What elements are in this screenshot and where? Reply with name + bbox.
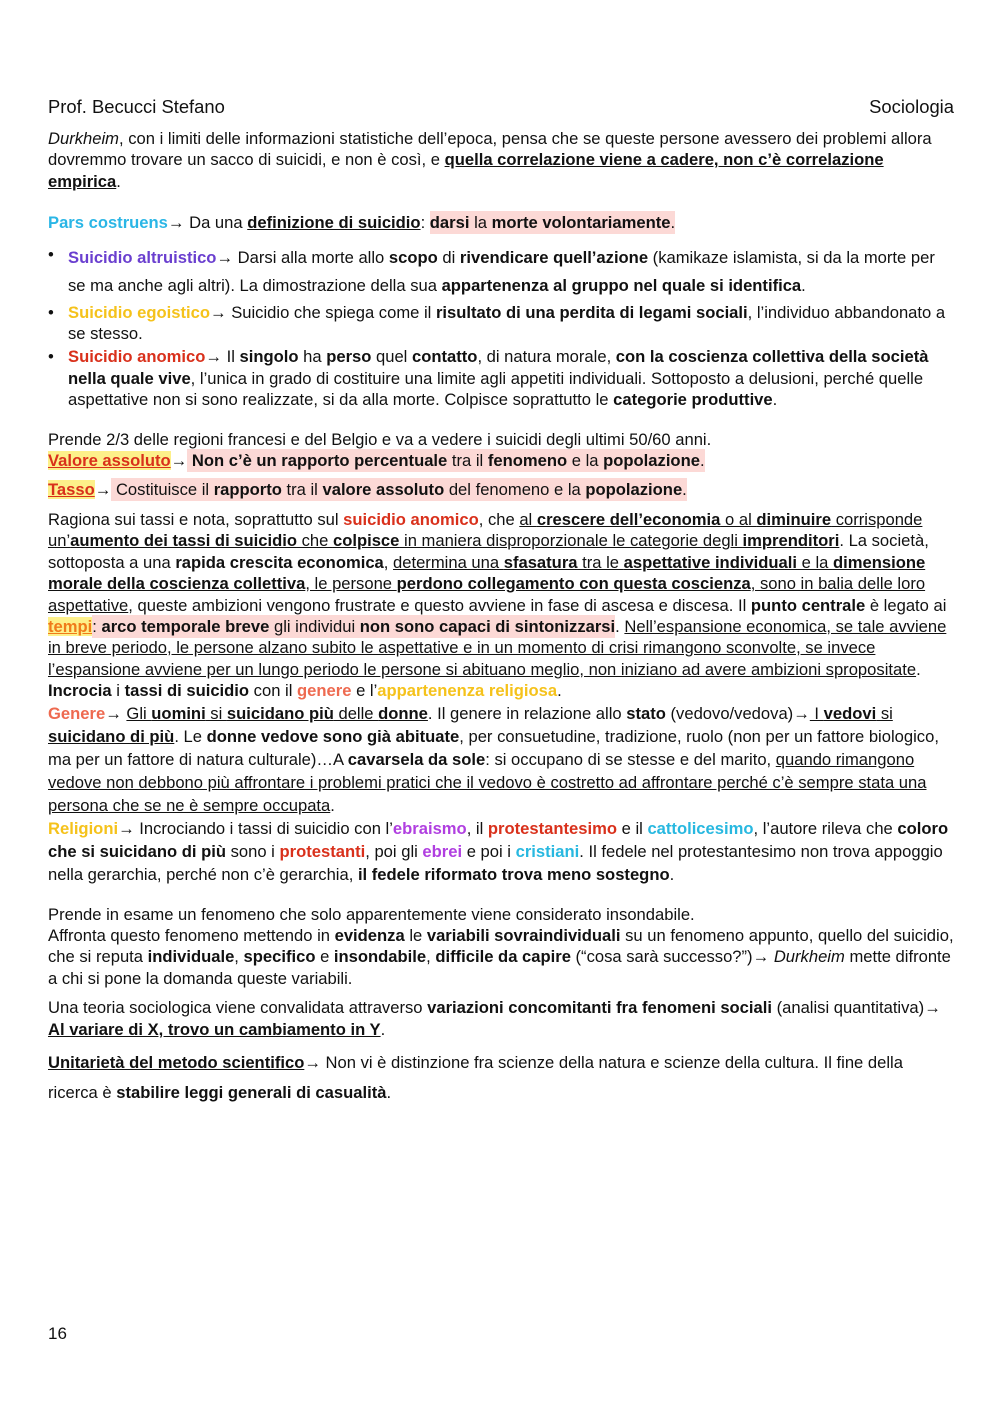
arrow-icon: → [118,818,135,838]
suicide-types-list [48,244,954,411]
label-suicidio-egoistico: Suicidio egoistico [68,302,210,322]
list-item-anomico: • Suicidio anomico→ Il singolo ha perso quel contatto, di natura morale, con la coscienza collettiva della società nella quale vive, l’unica in grado di costituire una limite agli appetiti individuali. Sottoposto a delusioni, perché quelle aspettative non si sono realizzate, si da alla morte. Colpisce soprattutto le categorie produttive. [48,346,954,410]
arrow-icon: → [170,451,188,471]
paragraph-tasso: Tasso→ Costituisce il rapporto tra il valore assoluto del fenomeno e la popolazione. [48,480,687,500]
list-item-egoistico: • Suicidio egoistico→ Suicidio che spiega come il risultato di una perdita di legami sociali, l’individuo abbandonato a se stesso. [48,302,954,345]
paragraph-teoria: Una teoria sociologica viene convalidata attraverso variazioni concomitanti fra fenomeni sociali (analisi quantitativa)→ Al variare di X, trovo un cambiamento in Y. [48,998,941,1039]
arrow-icon: → [752,947,770,967]
paragraph-ragiona: Ragiona sui tassi e nota, soprattutto sul suicidio anomico, che al crescere dell’economia o al diminuire corrisponde un’aumento dei tassi di suicidio che colpisce in maniera disproporzionale le categorie degli imprenditori. La società, sottoposta a una rapida crescita economica, determina una sfasatura tra le aspettative individuali e la dimensione morale della coscienza collettiva, le persone perdono collegamento con questa coscienza, sono in balia delle loro aspettative, queste ambizioni vengono frustrate e questo avviene in fase di ascesa e discesa. Il punto centrale è legato ai tempi: arco temporale breve gli individui non sono capaci di sintonizzarsi. Nell’espansione economica, se tale avviene in breve periodo, le persone alzano subito le aspettative e in un momento di crisi rimangono sconvolte, se invece l’espansione avviene per un lungo periodo le persone si abituano meglio, non iniziano ad avere ambizioni spropositate. [48,509,947,679]
paragraph-prende: Prende 2/3 delle regioni francesi e del Belgio e va a vedere i suicidi degli ultimi 50/60 anni. [48,429,712,449]
label-tasso: Tasso [48,480,95,500]
emphasis-text: quella correlazione viene a cadere, non c’è correlazione empirica [48,150,884,191]
paragraph-incrocia: Incrocia i tassi di suicidio con il genere e l’appartenenza religiosa. [48,681,562,701]
paragraph-pars-costruens: Pars costruens→ Da una definizione di suicidio: darsi la morte volontariamente. [48,213,676,233]
paragraph-genere: Genere→ Gli uomini si suicidano più delle donne. Il genere in relazione allo stato (vedovo/vedova)→ I vedovi si suicidano di più. Le donne vedove sono già abituate, per consuetudine, tradizione, ruolo (non per un fattore biologico, ma per un fattore di natura culturale)…A cavarsela da sole: si occupano di se stesse e del marito, quando rimangono vedove non debbono più affrontare i problemi pratici che il vedovo è costretto ad affrontare perché c’è sempre stata una persona che se ne è sempre occupata. [48,703,939,815]
label-valore-assoluto: Valore assoluto [48,451,171,471]
page-header [48,96,954,118]
paragraph-esame-intro: Prende in esame un fenomeno che solo apparentemente viene considerato insondabile. [48,904,695,924]
italic-text: Durkheim [48,129,120,148]
arrow-icon: → [205,347,222,367]
header-subject: Sociologia [869,96,954,117]
arrow-icon: → [210,302,227,322]
paragraph-esame: Affronta questo fenomeno mettendo in evidenza le variabili sovraindividuali su un fenomeno appunto, quello del suicidio, che si reputa individuale, specifico e insondabile, difficile da capire (“cosa sarà successo?”)→ Durkheim mette difronte a chi si pone la domanda queste variabili. [48,925,954,988]
header-author: Prof. Becucci Stefano [48,96,225,117]
paragraph-religioni: Religioni→ Incrociando i tassi di suicidio con l’ebraismo, il protestantesimo e il cattolicesimo, l’autore rileva che coloro che si suicidano di più sono i protestanti, poi gli ebrei e poi i cristiani. Il fedele nel protestantesimo non trova appoggio nella gerarchia, perché non c’è gerarchia, il fedele riformato trova meno sostegno. [48,818,949,884]
label-suicidio-anomico: Suicidio anomico [68,347,206,367]
label-genere: Genere [48,703,106,723]
label-religioni: Religioni [48,818,119,838]
arrow-icon: → [793,703,810,723]
paragraph-durkheim: Durkheim, con i limiti delle informazioni statistiche dell’epoca, pensa che se queste persone avessero dei problemi allora dovremmo trovare un sacco di suicidi, e non è così, e quella correlazione viene a cadere, non c’è correlazione empirica. [48,129,932,191]
arrow-icon: → [216,247,234,267]
label-unitarieta: Unitarietà del metodo scientifico [48,1052,305,1072]
arrow-icon: → [105,703,122,723]
arrow-icon: → [924,998,941,1018]
arrow-icon: → [304,1052,321,1072]
paragraph-valore-assoluto: Valore assoluto→ Non c’è un rapporto percentuale tra il fenomeno e la popolazione. [48,451,705,471]
label-pars-costruens: Pars costruens [48,213,168,233]
list-item-altruistico: • Suicidio altruistico→ Darsi alla morte allo scopo di rivendicare quell’azione (kamikaze islamista, si da la morte per se ma anche agli altri). La dimostrazione della sua appartenenza al gruppo nel quale si identifica. [48,244,954,300]
paragraph-unitarieta: Unitarietà del metodo scientifico→ Non vi è distinzione fra scienze della natura e scienze della cultura. Il fine della ricerca è stabilire leggi generali di casualità. [48,1052,903,1102]
page-number: 16 [48,1324,67,1343]
arrow-icon: → [167,213,185,233]
arrow-icon: → [94,480,112,500]
label-suicidio-altruistico: Suicidio altruistico [68,247,217,267]
document-page [48,96,954,1108]
